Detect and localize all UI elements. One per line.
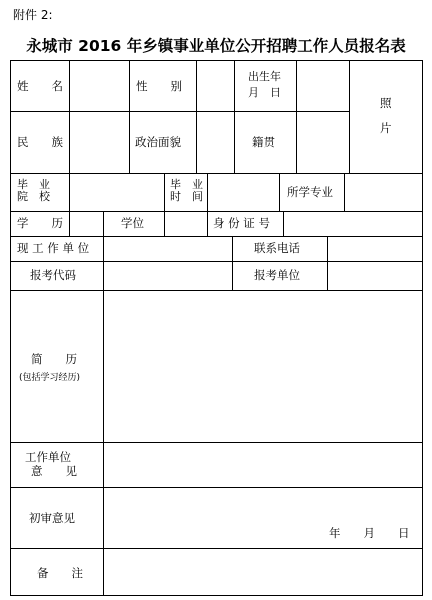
remarks-field[interactable] [104, 549, 421, 594]
employer-opinion-field[interactable] [104, 443, 421, 486]
employer-opinion-label-line1: 工作单位 [25, 450, 71, 464]
graduation-school-field[interactable] [70, 174, 163, 210]
education-field[interactable] [70, 212, 102, 235]
exam-code-field[interactable] [104, 262, 231, 289]
col-line [279, 173, 280, 211]
birth-date-label-line2: 月 日 [248, 86, 281, 99]
education-label: 学 历 [17, 216, 63, 230]
current-employer-field[interactable] [104, 237, 231, 260]
birth-date-field[interactable] [297, 61, 348, 111]
major-field[interactable] [345, 174, 421, 210]
native-place-field[interactable] [297, 112, 348, 172]
birth-date-label [248, 71, 281, 99]
photo-label-line1: 照 [380, 96, 392, 110]
id-number-label: 身 份 证 号 [213, 216, 270, 230]
ethnicity-label: 民 族 [17, 135, 63, 149]
resume-note: (包括学习经历) [19, 373, 81, 383]
col-line [207, 211, 208, 236]
gender-label: 性 别 [136, 79, 182, 93]
graduation-school-label-line2: 院 校 [17, 190, 50, 203]
row-line [10, 595, 423, 596]
employer-opinion-label [25, 450, 77, 478]
ethnicity-field[interactable] [70, 112, 128, 172]
col-line [232, 236, 233, 290]
photo-field[interactable] [350, 61, 421, 173]
id-number-field[interactable] [284, 212, 421, 235]
resume-label: 简 历 [31, 352, 77, 366]
graduation-time-label [170, 179, 203, 203]
phone-label: 联系电话 [254, 241, 300, 255]
native-place-label: 籍贯 [252, 135, 275, 149]
phone-field[interactable] [328, 237, 421, 260]
photo-label-line2: 片 [380, 121, 392, 135]
exam-unit-field[interactable] [328, 262, 421, 289]
remarks-label: 备 注 [37, 566, 83, 580]
birth-date-label-line1: 出生年 [248, 70, 281, 83]
degree-label: 学位 [121, 216, 144, 230]
exam-unit-label: 报考单位 [254, 268, 300, 282]
col-line [129, 60, 130, 173]
gender-field[interactable] [197, 61, 233, 111]
attachment-label: 附件 2: [13, 8, 53, 22]
exam-code-label: 报考代码 [30, 268, 76, 282]
col-line [234, 60, 235, 173]
col-line [10, 60, 11, 595]
graduation-time-field[interactable] [208, 174, 278, 210]
name-field[interactable] [70, 61, 128, 111]
form-title: 永城市 2016 年乡镇事业单位公开招聘工作人员报名表 [26, 37, 406, 55]
resume-field[interactable] [104, 291, 421, 441]
political-status-label: 政治面貌 [135, 135, 181, 149]
name-label: 姓 名 [17, 79, 63, 93]
graduation-time-label-line1: 毕 业 [170, 178, 203, 191]
current-employer-label: 现 工 作 单 位 [17, 241, 90, 255]
employer-opinion-label-line2: 意 见 [31, 464, 77, 478]
graduation-school-label-line1: 毕 业 [17, 178, 50, 191]
review-date: 年 月 日 [329, 526, 410, 540]
graduation-time-label-line2: 时 间 [170, 190, 203, 203]
graduation-school-label [17, 179, 50, 203]
initial-review-label: 初审意见 [29, 511, 75, 525]
degree-field[interactable] [165, 212, 206, 235]
col-line [422, 60, 423, 595]
col-line [164, 173, 165, 211]
initial-review-field[interactable] [104, 488, 421, 547]
political-status-field[interactable] [197, 112, 233, 172]
col-line [103, 211, 104, 236]
major-label: 所学专业 [287, 185, 333, 199]
